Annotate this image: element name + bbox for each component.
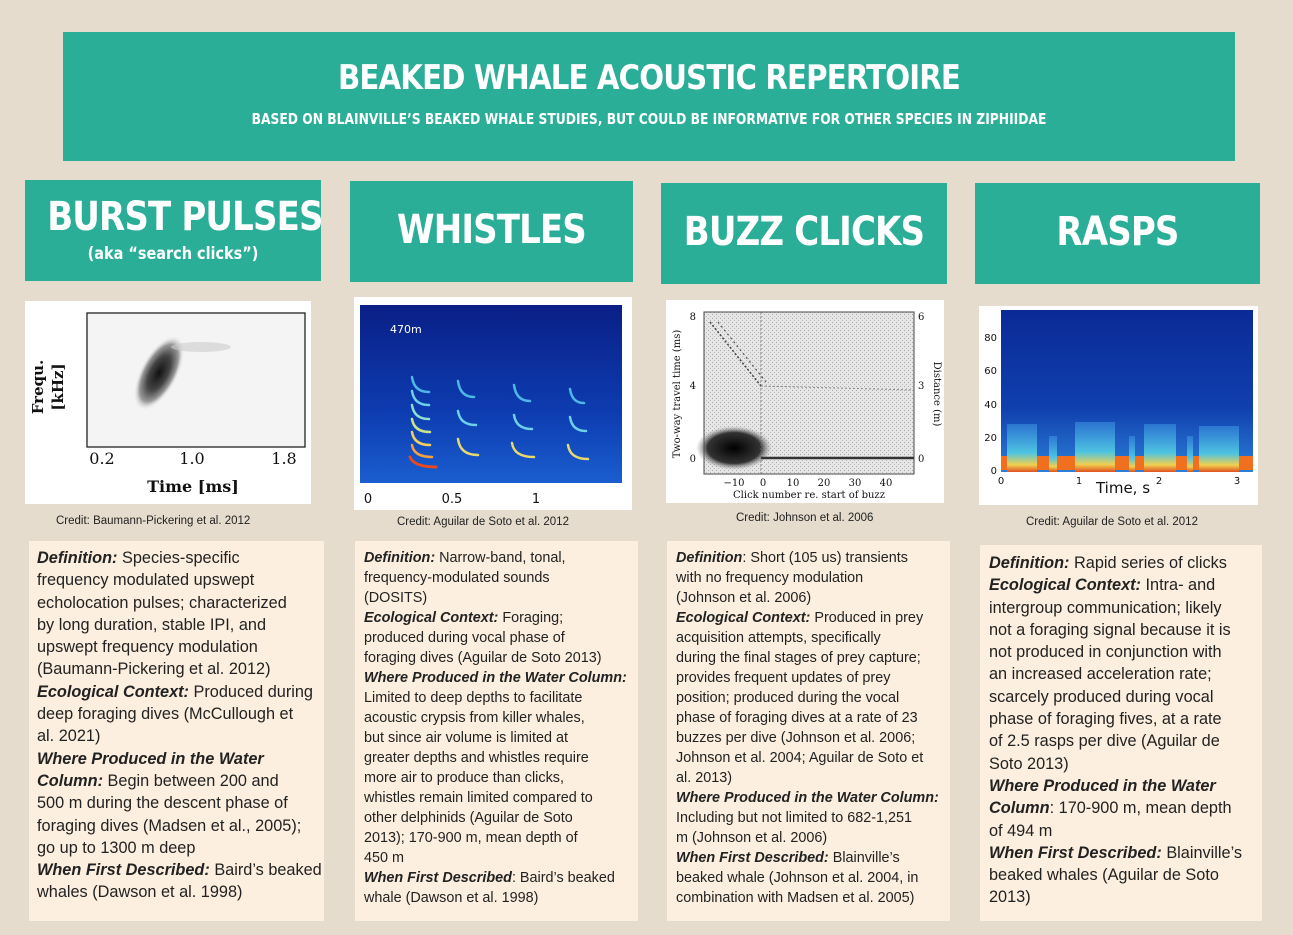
buzz-yright-tick-3: 0 xyxy=(918,454,925,465)
card-line xyxy=(364,548,629,568)
card-line xyxy=(676,668,941,688)
buzz-yleft-tick-2: 4 xyxy=(689,381,696,392)
card-text: Baird’s beaked xyxy=(209,861,322,880)
rasps-ytick-5: 0 xyxy=(990,466,997,477)
card-text: whistles remain limited compared to xyxy=(364,790,593,806)
burst-ylabel-1: Frequ. xyxy=(29,359,47,415)
buzz-yleft-tick-3: 0 xyxy=(689,454,696,465)
card-field-label: Definition: xyxy=(37,549,118,567)
card-line xyxy=(364,848,629,868)
card-text: of 494 m xyxy=(989,821,1053,840)
card-line xyxy=(37,703,316,725)
card-line xyxy=(364,728,629,748)
card-field-label: When First Described: xyxy=(37,861,210,880)
card-field-label: Where Produced in the Water xyxy=(37,749,264,768)
whistles-spectrogram xyxy=(354,297,632,510)
burst-ylabel-2: [kHz] xyxy=(49,363,67,411)
card-line xyxy=(989,663,1253,685)
buzz-yleft-label: Two-way travel time (ms) xyxy=(672,329,683,459)
card-line xyxy=(364,648,629,668)
card-text: Including but not limited to 682-1,251 xyxy=(676,810,913,826)
card-text: deep foraging dives (McCullough et xyxy=(37,705,294,724)
credit-buzz-clicks: Credit: Johnson et al. 2006 xyxy=(736,512,874,524)
burst-xtick-1: 0.2 xyxy=(89,449,115,468)
card-rasps xyxy=(980,545,1262,921)
card-field-label: Definition: xyxy=(364,550,436,566)
card-field-label: Ecological Context: xyxy=(676,610,811,626)
card-line xyxy=(37,815,316,837)
buzz-xtick-5: 30 xyxy=(848,478,862,489)
buzz-yright-label: Distance (m) xyxy=(931,361,942,427)
card-text: Limited to deep depths to facilitate xyxy=(364,690,583,706)
card-line xyxy=(364,788,629,808)
card-buzz-clicks xyxy=(667,541,950,921)
card-line xyxy=(37,636,316,658)
card-line xyxy=(989,820,1253,842)
card-line xyxy=(989,708,1253,730)
card-line xyxy=(37,658,316,680)
card-line xyxy=(364,568,629,588)
card-line xyxy=(676,888,941,908)
card-line xyxy=(989,797,1253,819)
card-line xyxy=(676,768,941,788)
card-text: combination with Madsen et al. 2005) xyxy=(676,890,915,906)
card-line xyxy=(364,748,629,768)
card-field-label: Definition: xyxy=(989,554,1070,572)
card-text: Blainville’s xyxy=(828,850,900,866)
buzz-yright-tick-2: 3 xyxy=(918,381,925,392)
card-line xyxy=(364,688,629,708)
card-text: during the final stages of prey capture; xyxy=(676,650,921,666)
card-line xyxy=(364,808,629,828)
rasps-ytick-2: 60 xyxy=(984,366,997,377)
card-text: m (Johnson et al. 2006) xyxy=(676,830,828,846)
credit-whistles: Credit: Aguilar de Soto et al. 2012 xyxy=(397,516,569,528)
buzz-xtick-3: 10 xyxy=(786,478,800,489)
card-line xyxy=(37,859,322,881)
buzz-xtick-6: 40 xyxy=(879,478,893,489)
rasps-spectrogram xyxy=(979,306,1258,505)
card-line xyxy=(676,868,941,888)
card-line xyxy=(37,748,316,770)
card-line xyxy=(676,828,941,848)
card-line xyxy=(989,552,1253,574)
card-text: Narrow-band, tonal, xyxy=(435,550,566,566)
card-field-label: Column: xyxy=(37,771,104,790)
card-text: Begin between 200 and xyxy=(103,771,279,790)
buzz-xtick-4: 20 xyxy=(817,478,831,489)
card-text: acquisition attempts, specifically xyxy=(676,630,881,646)
buzz-xtick-1: −10 xyxy=(723,478,745,489)
card-line xyxy=(37,592,316,614)
card-whistles xyxy=(355,541,638,921)
rasps-xtick-1: 0 xyxy=(997,476,1005,487)
card-line xyxy=(989,641,1253,663)
card-line xyxy=(364,888,629,908)
buzz-clicks-echogram xyxy=(666,300,944,503)
card-line xyxy=(37,547,316,569)
card-text: an increased acceleration rate; xyxy=(989,665,1212,684)
card-field-label: Where Produced in the Water xyxy=(989,776,1216,795)
card-line xyxy=(989,886,1253,908)
card-text: scarcely produced during vocal xyxy=(989,687,1214,706)
card-text: 2013) xyxy=(989,888,1031,907)
card-text: more air to produce than clicks, xyxy=(364,770,564,786)
card-field-label: When First Described xyxy=(364,870,512,886)
header-burst-pulses xyxy=(25,180,321,281)
card-line xyxy=(364,868,629,888)
card-line xyxy=(364,608,629,628)
card-text: (Johnson et al. 2006) xyxy=(676,590,812,606)
card-text: produced during vocal phase of xyxy=(364,630,565,646)
heading-rasps: RASPS xyxy=(1056,209,1179,255)
card-text: Rapid series of clicks xyxy=(1069,554,1227,572)
card-field-label: Where Produced in the Water Column: xyxy=(364,670,627,686)
card-text: position; produced during the vocal xyxy=(676,690,900,706)
card-text: : 170-900 m, mean depth xyxy=(1049,799,1232,818)
card-text: intergroup communication; likely xyxy=(989,598,1222,617)
card-line xyxy=(989,619,1253,641)
card-text: beaked whale (Johnson et al. 2004, in xyxy=(676,870,919,886)
card-text: by long duration, stable IPI, and xyxy=(37,615,266,634)
card-text: 450 m xyxy=(364,850,404,866)
card-line xyxy=(37,881,316,903)
card-text: al. 2021) xyxy=(37,727,101,746)
card-text: of 2.5 rasps per dive (Aguilar de xyxy=(989,732,1220,751)
card-line xyxy=(37,770,316,792)
card-text: Soto 2013) xyxy=(989,754,1069,773)
card-text: not produced in conjunction with xyxy=(989,643,1222,662)
card-text: frequency-modulated sounds xyxy=(364,570,550,586)
rasps-xtick-3: 2 xyxy=(1155,476,1163,487)
burst-xlabel: Time [ms] xyxy=(147,477,239,496)
card-field-label: Where Produced in the Water Column: xyxy=(676,790,939,806)
rasps-xlabel: Time, s xyxy=(1095,479,1151,497)
whistles-depth-label: 470m xyxy=(390,323,422,336)
burst-pulse-spectrogram xyxy=(25,301,311,504)
buzz-xtick-2: 0 xyxy=(759,478,767,489)
card-line xyxy=(676,608,941,628)
card-text: foraging dives (Madsen et al., 2005); xyxy=(37,816,302,835)
rasps-xtick-4: 3 xyxy=(1233,476,1241,487)
card-text: upswept frequency modulation xyxy=(37,638,258,657)
card-line xyxy=(676,588,941,608)
card-field-label: Ecological Context: xyxy=(37,682,189,701)
card-text: frequency modulated upswept xyxy=(37,571,255,590)
card-text: greater depths and whistles require xyxy=(364,750,589,766)
card-text: foraging dives (Aguilar de Soto 2013) xyxy=(364,650,602,666)
card-burst-pulses xyxy=(29,541,324,921)
card-line xyxy=(989,597,1253,619)
header-rasps xyxy=(975,183,1260,284)
card-text: (DOSITS) xyxy=(364,590,428,606)
card-line xyxy=(676,808,941,828)
card-text: with no frequency modulation xyxy=(676,570,864,586)
card-text: go up to 1300 m deep xyxy=(37,838,196,857)
card-line xyxy=(676,788,941,808)
rasps-xtick-2: 1 xyxy=(1075,476,1083,487)
card-text: (Baumann-Pickering et al. 2012) xyxy=(37,660,271,679)
card-line xyxy=(989,864,1253,886)
buzz-yright-tick-1: 6 xyxy=(918,312,925,323)
card-text: : Baird’s beaked xyxy=(511,870,615,886)
card-text: al. 2013) xyxy=(676,770,733,786)
card-line xyxy=(676,548,941,568)
heading-buzz-clicks: BUZZ CLICKS xyxy=(683,209,925,255)
card-field-label: Column xyxy=(989,799,1050,818)
poster-title: BEAKED WHALE ACOUSTIC REPERTOIRE xyxy=(337,58,961,98)
rasps-ytick-4: 20 xyxy=(984,433,997,444)
card-line xyxy=(989,730,1253,752)
card-text: Blainville’s xyxy=(1161,843,1243,862)
card-text: Foraging; xyxy=(498,610,564,626)
card-line xyxy=(989,574,1253,596)
card-line xyxy=(676,728,941,748)
card-line xyxy=(364,588,629,608)
burst-xtick-3: 1.8 xyxy=(271,449,297,468)
card-line xyxy=(989,753,1253,775)
card-text: but since air volume is limited at xyxy=(364,730,568,746)
poster-subtitle: BASED ON BLAINVILLE’S BEAKED WHALE STUDIES, BUT COULD BE INFORMATIVE FOR OTHER SPECIES IN ZIPHIIDAE xyxy=(251,110,1047,128)
card-line xyxy=(364,628,629,648)
card-text: Produced in prey xyxy=(810,610,924,626)
card-text: Intra- and xyxy=(1140,576,1216,595)
title-banner xyxy=(63,32,1235,161)
card-line xyxy=(676,848,941,868)
card-line xyxy=(37,614,316,636)
card-line xyxy=(989,775,1253,797)
card-field-label: When First Described: xyxy=(989,843,1162,862)
burst-ylabel xyxy=(29,360,67,414)
card-line xyxy=(364,708,629,728)
card-line xyxy=(676,748,941,768)
card-text: phase of foraging fives, at a rate xyxy=(989,710,1222,729)
card-text: whale (Dawson et al. 1998) xyxy=(364,890,539,906)
card-line xyxy=(676,648,941,668)
card-line xyxy=(364,828,629,848)
card-line xyxy=(37,569,316,591)
card-line xyxy=(37,837,316,859)
card-text: : Short (105 us) transients xyxy=(742,550,908,566)
card-line xyxy=(676,628,941,648)
whistles-xtick-1: 0 xyxy=(363,492,373,507)
buzz-xlabel: Click number re. start of buzz xyxy=(733,490,885,501)
card-text: acoustic crypsis from killer whales, xyxy=(364,710,585,726)
card-line xyxy=(364,768,629,788)
header-whistles xyxy=(350,181,633,282)
rasps-ytick-3: 40 xyxy=(984,400,997,411)
card-text: 2013); 170-900 m, mean depth of xyxy=(364,830,578,846)
header-buzz-clicks xyxy=(661,183,947,284)
card-line xyxy=(37,681,316,703)
card-field-label: Ecological Context: xyxy=(989,576,1141,595)
card-line xyxy=(676,688,941,708)
card-line xyxy=(989,686,1253,708)
card-line xyxy=(37,792,316,814)
credit-rasps: Credit: Aguilar de Soto et al. 2012 xyxy=(1026,516,1198,528)
card-line xyxy=(37,725,316,747)
heading-burst-pulses: BURST PULSES xyxy=(47,194,323,240)
card-text: echolocation pulses; characterized xyxy=(37,593,287,612)
card-text: beaked whales (Aguilar de Soto xyxy=(989,866,1219,885)
card-text: phase of foraging dives at a rate of 23 xyxy=(676,710,918,726)
buzz-yleft-tick-1: 8 xyxy=(689,312,696,323)
whistles-xtick-2: 0.5 xyxy=(441,492,463,507)
card-field-label: Ecological Context: xyxy=(364,610,499,626)
card-text: not a foraging signal because it is xyxy=(989,620,1231,639)
card-text: Species-specific xyxy=(117,549,240,567)
card-line xyxy=(989,842,1253,864)
card-field-label: When First Described: xyxy=(676,850,829,866)
card-field-label: Definition xyxy=(676,550,743,566)
card-text: other delphinids (Aguilar de Soto xyxy=(364,810,573,826)
card-text: 500 m during the descent phase of xyxy=(37,794,288,813)
burst-xtick-2: 1.0 xyxy=(179,449,205,468)
whistles-xtick-3: 1 xyxy=(531,492,541,507)
credit-burst-pulses: Credit: Baumann-Pickering et al. 2012 xyxy=(56,515,251,527)
subheading-burst-pulses: (aka “search clicks”) xyxy=(87,244,259,264)
card-text: provides frequent updates of prey xyxy=(676,670,891,686)
rasps-ytick-1: 80 xyxy=(984,333,997,344)
card-text: Produced during xyxy=(188,682,313,701)
card-text: whales (Dawson et al. 1998) xyxy=(37,883,243,902)
card-line xyxy=(364,668,629,688)
card-line xyxy=(676,708,941,728)
heading-whistles: WHISTLES xyxy=(397,207,586,253)
card-text: buzzes per dive (Johnson et al. 2006; xyxy=(676,730,916,746)
card-text: Johnson et al. 2004; Aguilar de Soto et xyxy=(676,750,924,766)
card-line xyxy=(676,568,941,588)
